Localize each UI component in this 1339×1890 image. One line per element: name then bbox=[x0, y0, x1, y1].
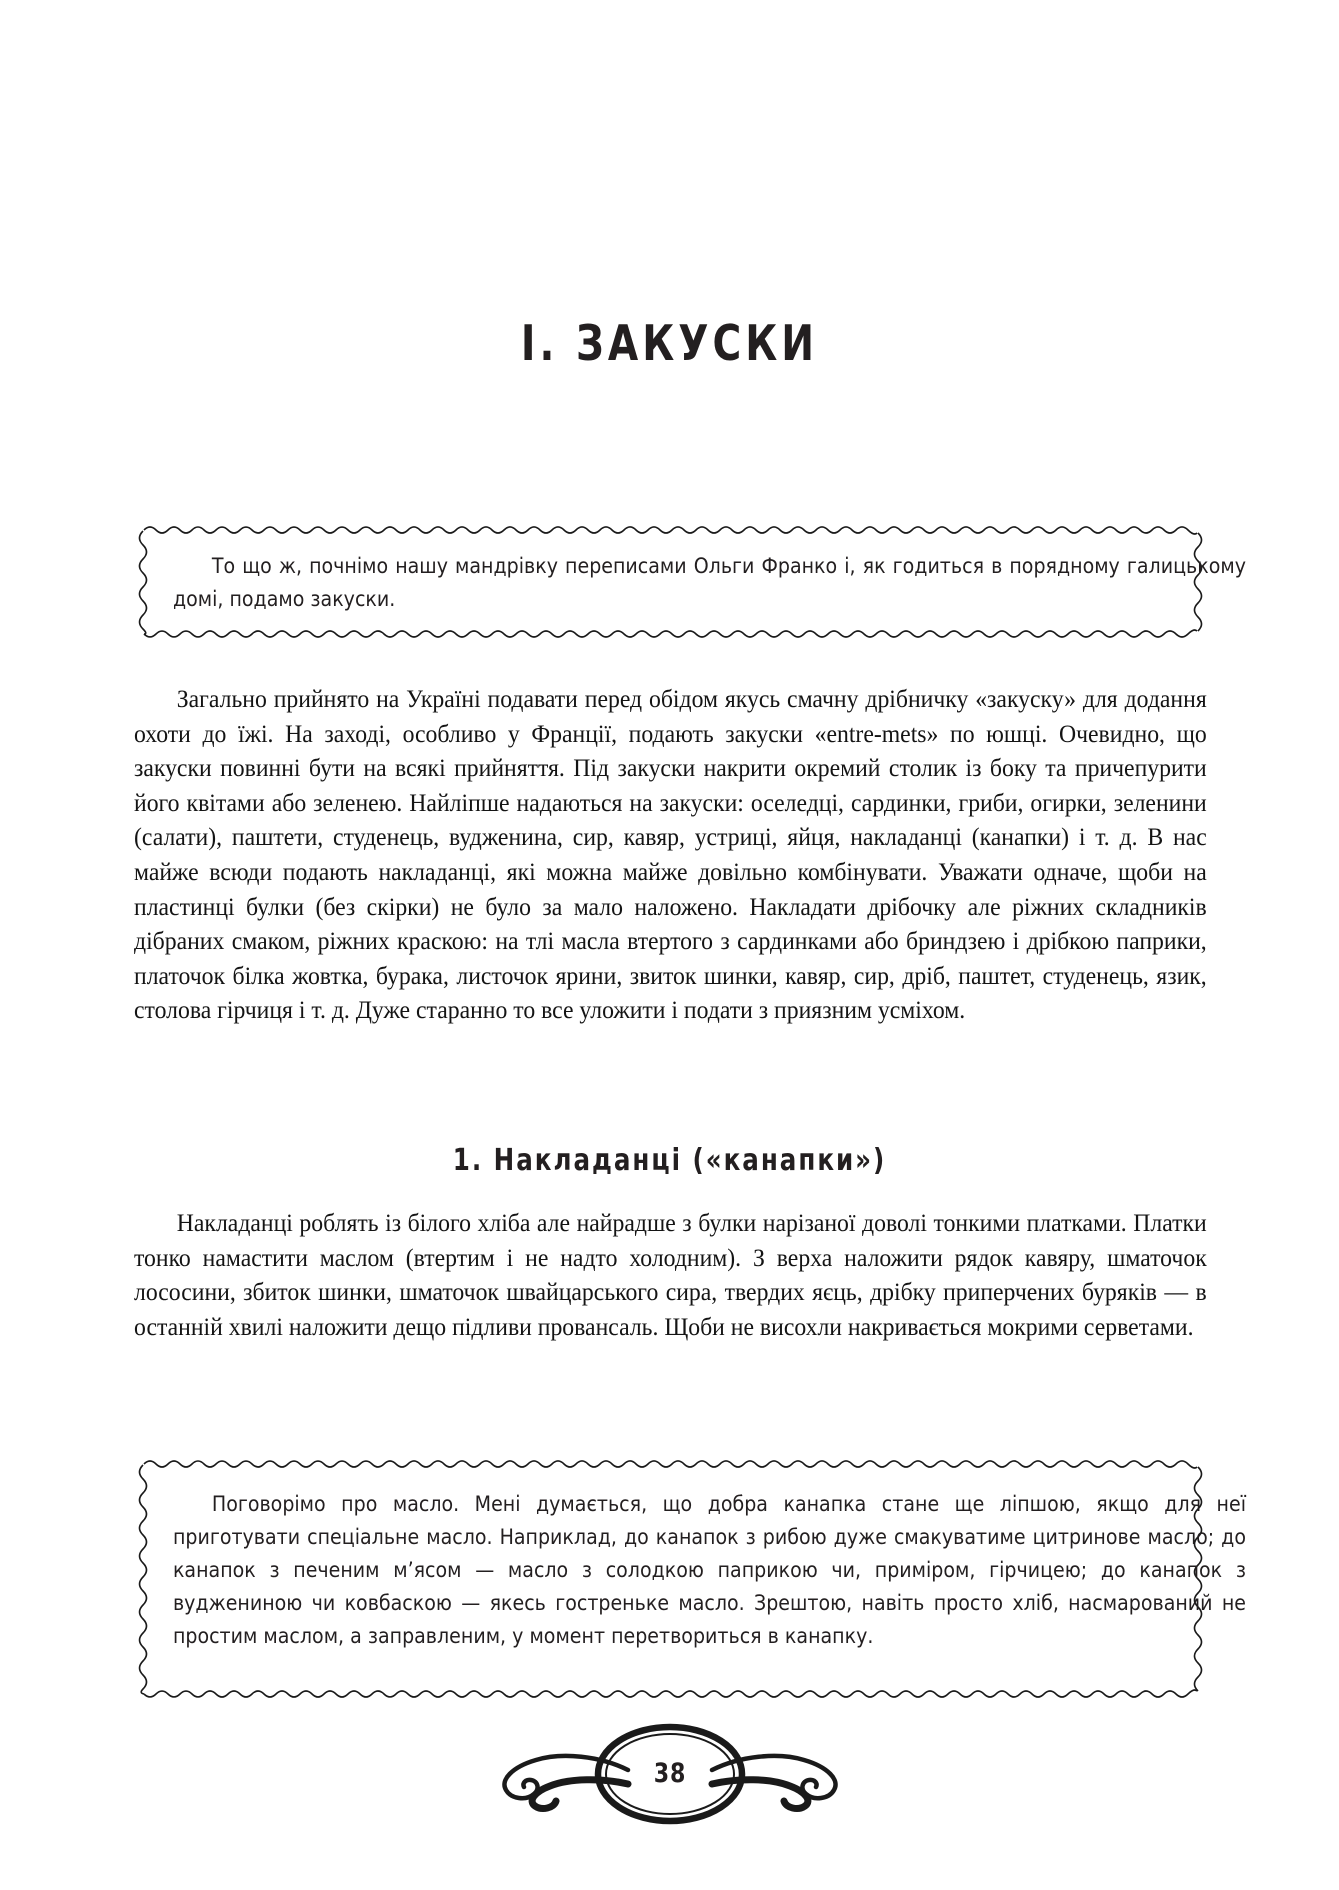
page-number-ornament bbox=[450, 1708, 890, 1838]
section-heading-kanapky: 1. Накладанці («канапки») bbox=[452, 1143, 887, 1178]
callout-intro-body bbox=[134, 524, 1285, 616]
callout-butter-text: Поговорімо про масло. Мені думається, що добра канапка стане ще ліпшою, якщо для неї приготувати спеціальне масло. Наприклад, до канапок з рибою дуже смакуватиме цитринове масло; до канапок з печеним м’ясом — масло з солодкою паприкою чи, приміром, гірчицею; до канапок з вуджениною чи ковбаскою — якесь гостреньке масло. Зрештою, навіть просто хліб, насмарований не простим маслом, а заправленим, у момент перетвориться в канапку. bbox=[172, 1492, 1246, 1649]
paragraph-kanapky bbox=[134, 1206, 1207, 1344]
paragraph-intro-text: Загально прийнято на Україні подавати перед обідом якусь смачну дрібничку «закуску» для додання охоти до їжі. На заході, особливо у Франції, подають закуски «entre-mets» по юшці. Очевидно, що закуски повинні бути на всякі прийняття. Під закуски накрити окремий столик із боку та причепурити його квітами або зеленею. Найліпше надаються на закуски: оселедці, сардинки, гриби, огирки, зеленини (салати), паштети, студенець, вудженина, сир, кавяр, устриці, яйця, накладанці (канапки) і т. д. В нас майже всюди подають накладанці, які можна майже довільно комбінувати. Уважати одначе, щоби на пластинці булки (без скірки) не було за мало наложено. Накладати дрібочку але ріжних складників дібраних смаком, ріжних краскою: на тлі масла втертого з сардинками або бриндзею і дрібкою паприки, платочок білка жовтка, бурака, листочок ярини, звиток шинки, кавяр, сир, дріб, паштет, студенець, язик, столова гірчиця і т. д. Дуже старанно то все уложити і подати з приязним усміхом. bbox=[134, 684, 1207, 1025]
callout-butter-body bbox=[134, 1458, 1285, 1653]
callout-box-intro bbox=[134, 524, 1246, 640]
page-title: І. ЗАКУСКИ bbox=[520, 315, 819, 372]
paragraph-intro bbox=[134, 682, 1207, 1028]
page-number: 38 bbox=[653, 1758, 686, 1789]
callout-intro-text: То що ж, почнімо нашу мандрівку переписами Ольги Франко і, як годиться в порядному галицькому домі, подамо закуски. bbox=[172, 554, 1246, 612]
callout-box-butter bbox=[134, 1458, 1246, 1700]
paragraph-kanapky-text: Накладанці роблять із білого хліба але найрадше з булки нарізаної доволі тонкими платками. Платки тонко намастити маслом (втертим і не надто холодним). З верха наложити рядок кавяру, шматочок лососини, збиток шинки, шматочок швайцарського сира, твердих яєць, дрібку приперчених буряків — в останній хвилі наложити дещо підливи провансаль. Щоби не висохли накривається мокрими серветами. bbox=[134, 1208, 1207, 1341]
